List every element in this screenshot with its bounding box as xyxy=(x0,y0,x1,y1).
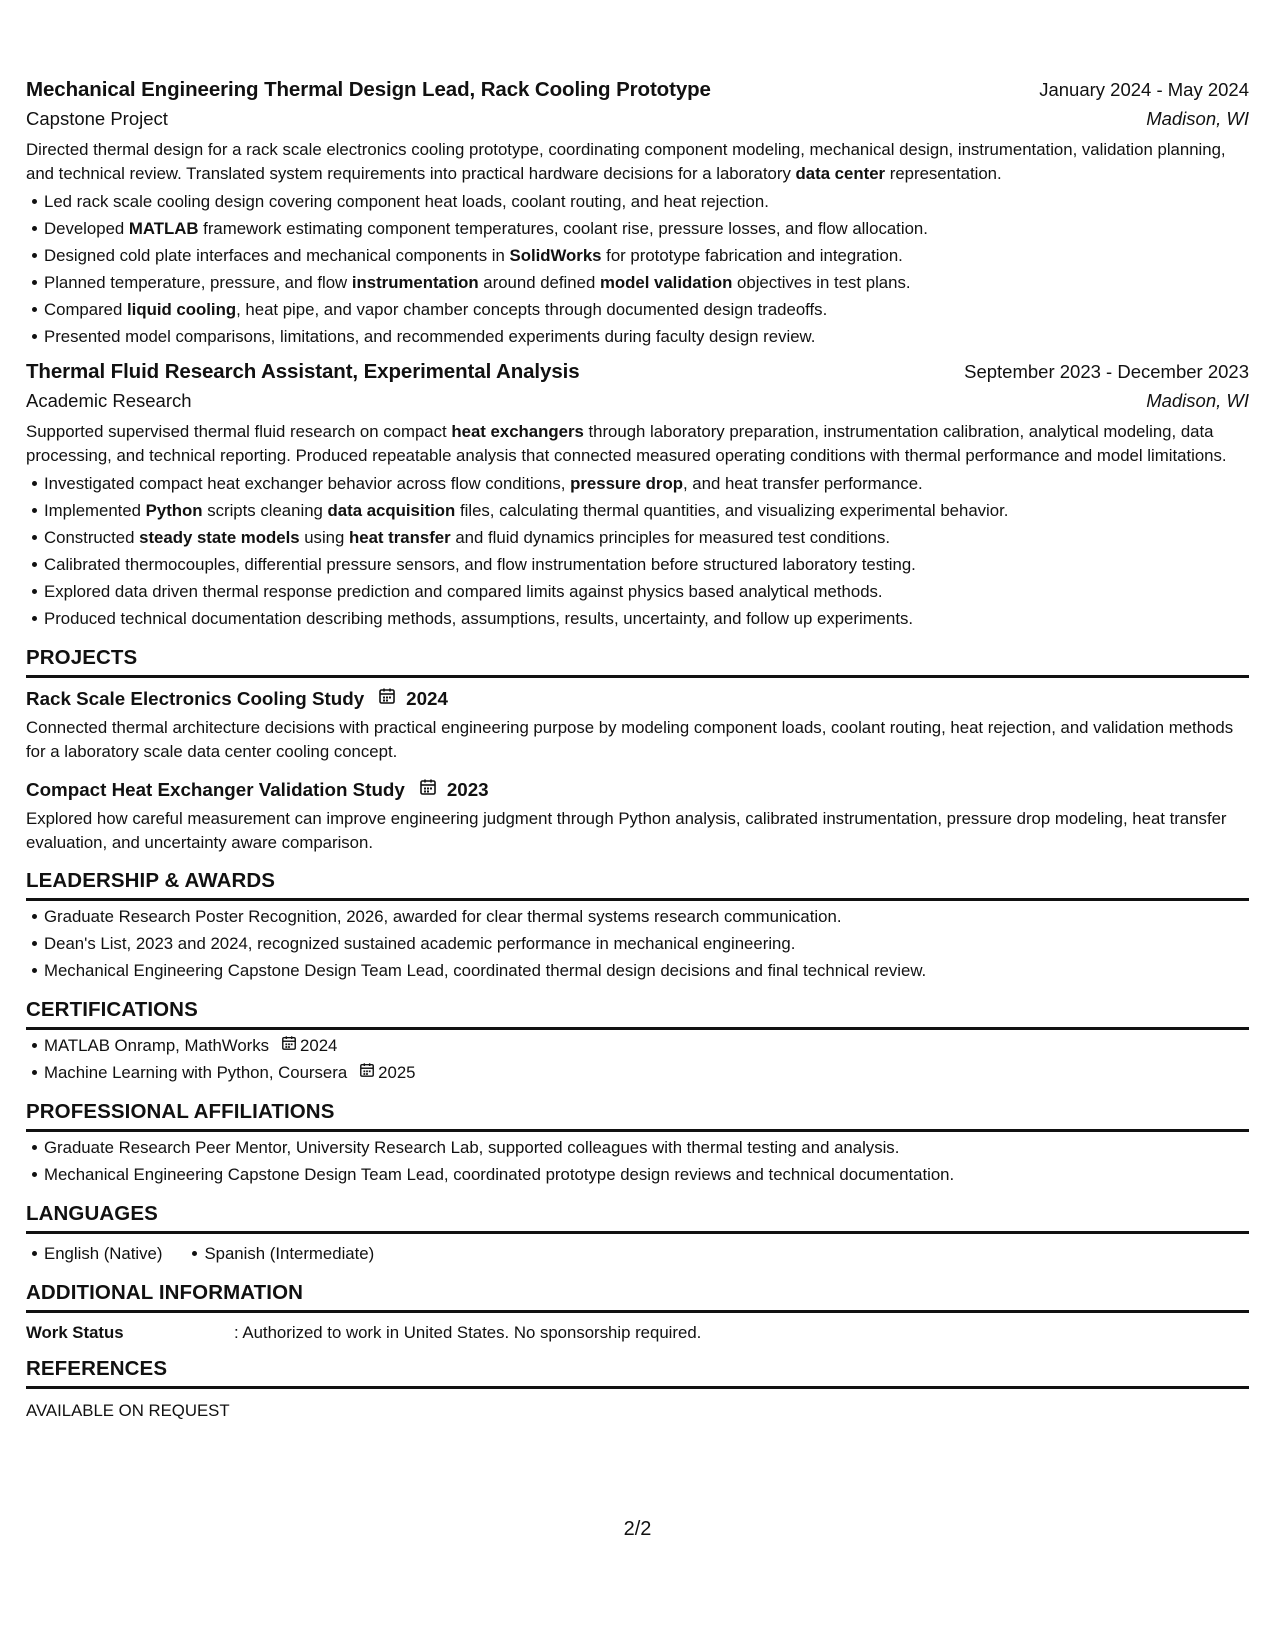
list-item: Explored data driven thermal response prediction and compared limits against physics based analytical methods. xyxy=(44,578,1249,605)
section-heading-references: REFERENCES xyxy=(26,1357,1249,1389)
list-item: Mechanical Engineering Capstone Design Team Lead, coordinated prototype design reviews and technical documentation. xyxy=(44,1161,1249,1188)
job-summary: Supported supervised thermal fluid research on compact heat exchangers through laboratory preparation, instrumentation calibration, analytical modeling, data processing, and technical reporting. Produced repeatable analysis that connected measured operating conditions with thermal performance and model limitations. xyxy=(26,422,1227,465)
page-number: 2/2 xyxy=(623,1518,652,1540)
project-entry xyxy=(26,778,1249,855)
project-description: Explored how careful measurement can improve engineering judgment through Python analysis, calibrated instrumentation, pressure drop modeling, heat transfer evaluation, and uncertainty aware comparison. xyxy=(26,809,1227,852)
work-status-value: : Authorized to work in United States. No sponsorship required. xyxy=(234,1323,702,1342)
experience-entry xyxy=(26,360,1249,632)
section-heading-additional: ADDITIONAL INFORMATION xyxy=(26,1281,1249,1313)
job-bullets xyxy=(26,188,1249,350)
job-date: September 2023 - December 2023 xyxy=(964,361,1249,382)
project-year: 2024 xyxy=(406,687,448,709)
list-item: English (Native) xyxy=(44,1240,162,1267)
project-description: Connected thermal architecture decisions with practical engineering purpose by modeling component loads, coolant routing, heat rejection, and validation methods for a laboratory scale data center cooling concept. xyxy=(26,718,1234,761)
certification-name: MATLAB Onramp, MathWorks xyxy=(44,1036,270,1055)
job-summary: Directed thermal design for a rack scale electronics cooling prototype, coordinating component modeling, mechanical design, instrumentation, validation planning, and technical review. Translated system requirements into practical hardware decisions for a laboratory data center representation. xyxy=(26,140,1226,183)
list-item xyxy=(44,1059,1249,1086)
list-item: Dean's List, 2023 and 2024, recognized sustained academic performance in mechanical engineering. xyxy=(44,930,1249,957)
section-heading-projects: PROJECTS xyxy=(26,646,1249,678)
list-item: Developed MATLAB framework estimating component temperatures, coolant rise, pressure losses, and flow allocation. xyxy=(44,215,1249,242)
project-title: Compact Heat Exchanger Validation Study xyxy=(26,778,405,800)
job-organization: Academic Research xyxy=(26,390,192,411)
work-status-row xyxy=(26,1323,1249,1343)
certification-year: 2024 xyxy=(300,1036,338,1055)
list-item: Calibrated thermocouples, differential pressure sensors, and flow instrumentation before structured laboratory testing. xyxy=(44,551,1249,578)
job-bullets xyxy=(26,470,1249,632)
list-item: Planned temperature, pressure, and flow instrumentation around defined model validation objectives in test plans. xyxy=(44,269,1249,296)
certification-name: Machine Learning with Python, Coursera xyxy=(44,1063,348,1082)
list-item xyxy=(44,1032,1249,1059)
job-title: Thermal Fluid Research Assistant, Experimental Analysis xyxy=(26,360,580,383)
list-item: Investigated compact heat exchanger behavior across flow conditions, pressure drop, and heat transfer performance. xyxy=(44,470,1249,497)
section-heading-certifications: CERTIFICATIONS xyxy=(26,998,1249,1030)
experience-entry xyxy=(26,78,1249,350)
section-heading-leadership: LEADERSHIP & AWARDS xyxy=(26,869,1249,901)
languages-list xyxy=(26,1240,1249,1267)
project-year: 2023 xyxy=(446,778,489,800)
list-item: Mechanical Engineering Capstone Design Team Lead, coordinated thermal design decisions and final technical review. xyxy=(44,957,1249,984)
list-item: Compared liquid cooling, heat pipe, and vapor chamber concepts through documented design tradeoffs. xyxy=(44,296,1249,323)
job-organization: Capstone Project xyxy=(26,108,168,129)
references-text: AVAILABLE ON REQUEST xyxy=(26,1401,230,1420)
job-title: Mechanical Engineering Thermal Design Lead, Rack Cooling Prototype xyxy=(26,78,711,101)
affiliations-list xyxy=(26,1134,1249,1188)
section-heading-affiliations: PROFESSIONAL AFFILIATIONS xyxy=(26,1100,1249,1132)
calendar-icon xyxy=(378,687,396,710)
calendar-icon xyxy=(419,778,437,801)
list-item: Designed cold plate interfaces and mechanical components in SolidWorks for prototype fabrication and integration. xyxy=(44,242,1249,269)
section-heading-languages: LANGUAGES xyxy=(26,1202,1249,1234)
list-item: Graduate Research Peer Mentor, University Research Lab, supported colleagues with thermal testing and analysis. xyxy=(44,1134,1249,1161)
job-location: Madison, WI xyxy=(1146,390,1249,411)
job-location: Madison, WI xyxy=(1146,108,1249,129)
leadership-list xyxy=(26,903,1249,984)
calendar-icon xyxy=(281,1032,297,1059)
job-date: January 2024 - May 2024 xyxy=(1039,79,1249,100)
certification-year: 2025 xyxy=(378,1063,416,1082)
project-entry xyxy=(26,687,1249,764)
list-item: Presented model comparisons, limitations, and recommended experiments during faculty design review. xyxy=(44,323,1249,350)
list-item: Implemented Python scripts cleaning data acquisition files, calculating thermal quantities, and visualizing experimental behavior. xyxy=(44,497,1249,524)
list-item: Constructed steady state models using heat transfer and fluid dynamics principles for measured test conditions. xyxy=(44,524,1249,551)
work-status-label: Work Status xyxy=(26,1323,124,1342)
list-item: Graduate Research Poster Recognition, 2026, awarded for clear thermal systems research communication. xyxy=(44,903,1249,930)
certifications-list xyxy=(26,1032,1249,1086)
list-item: Led rack scale cooling design covering component heat loads, coolant routing, and heat rejection. xyxy=(44,188,1249,215)
project-title: Rack Scale Electronics Cooling Study xyxy=(26,687,365,709)
calendar-icon xyxy=(359,1059,375,1086)
list-item: Spanish (Intermediate) xyxy=(204,1240,374,1267)
list-item: Produced technical documentation describing methods, assumptions, results, uncertainty, and follow up experiments. xyxy=(44,605,1249,632)
